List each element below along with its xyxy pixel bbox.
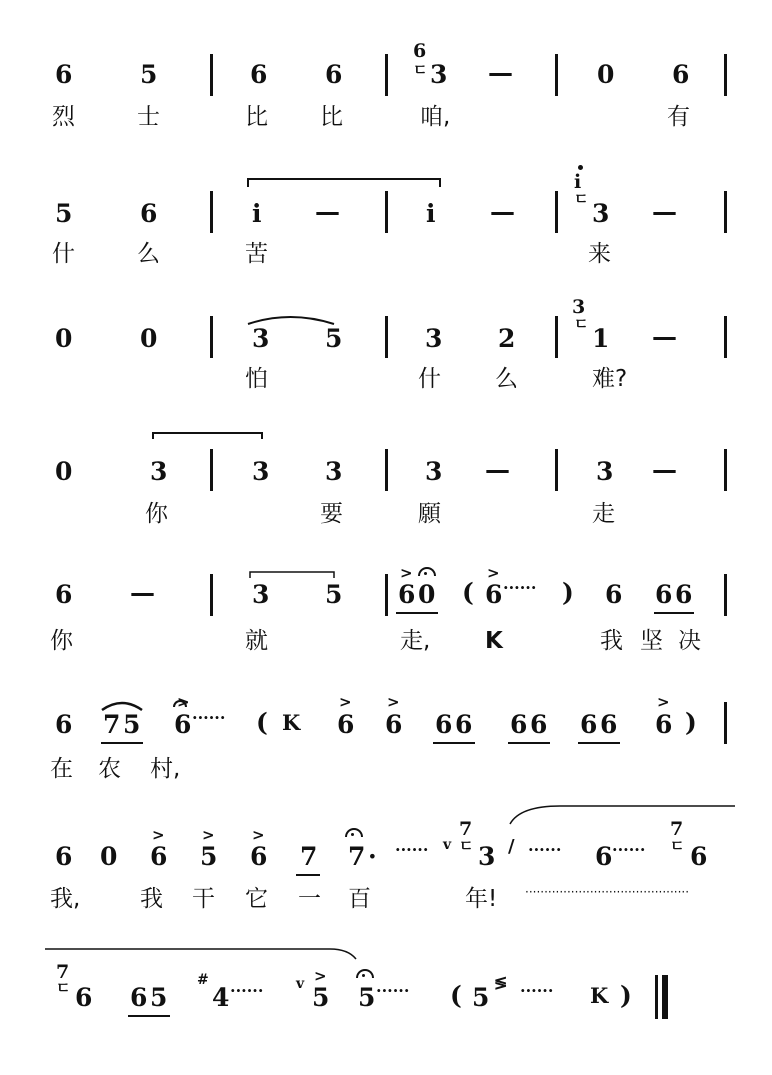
- note: 6: [55, 842, 73, 871]
- lyric: 烈: [52, 104, 75, 130]
- dash: —: [130, 578, 155, 607]
- underline-beam: [296, 874, 320, 876]
- note: 6: [690, 842, 708, 871]
- grace-mark: ㄷ: [574, 190, 589, 208]
- ellipsis: ······: [503, 578, 537, 597]
- note: 6: [655, 580, 673, 609]
- lyric: 坚: [640, 628, 663, 654]
- grace-note: 7: [670, 818, 684, 840]
- note: 7: [300, 842, 318, 871]
- lyric: 願: [418, 501, 441, 527]
- note: 6: [595, 842, 613, 871]
- note: 6: [130, 983, 148, 1012]
- underline-beam: [508, 742, 550, 744]
- note: 6: [150, 842, 168, 871]
- note: 6: [605, 580, 623, 609]
- ellipsis: ······: [528, 840, 562, 859]
- final-barline-thick: [662, 975, 668, 1019]
- note: 6: [250, 60, 268, 89]
- lyric: 比: [320, 104, 343, 130]
- lyric: 来: [588, 241, 611, 267]
- barline: [724, 702, 727, 744]
- note: 5: [472, 983, 490, 1012]
- note: 3: [252, 324, 270, 353]
- lyric: K: [485, 628, 503, 654]
- breath-mark: v: [443, 837, 452, 853]
- music-row-5: [0, 550, 772, 660]
- accent-mark: >: [387, 693, 400, 711]
- slash: /: [508, 836, 515, 857]
- note: 5: [55, 199, 73, 228]
- lyric: 走,: [400, 628, 431, 654]
- note: i: [252, 199, 262, 228]
- note: 6: [600, 710, 618, 739]
- barline: [210, 449, 213, 491]
- fermata-dot: [362, 974, 365, 977]
- note: 6: [580, 710, 598, 739]
- lyric: 农: [98, 756, 121, 782]
- tie-slur: [0, 800, 772, 840]
- note: 1: [592, 324, 610, 353]
- underline-beam: [654, 612, 694, 614]
- note: 6: [250, 842, 268, 871]
- note: 0: [597, 60, 615, 89]
- lyric: 它: [245, 886, 268, 912]
- paren: ): [562, 578, 574, 607]
- barline: [385, 449, 388, 491]
- note: 6: [398, 580, 416, 609]
- note: 3: [325, 457, 343, 486]
- barline: [210, 316, 213, 358]
- ellipsis: ······: [395, 840, 429, 859]
- note: 6: [174, 710, 192, 739]
- dash: —: [652, 455, 677, 484]
- note: 5: [200, 842, 218, 871]
- note: 3: [430, 60, 448, 89]
- final-barline-thin: [655, 975, 658, 1019]
- note: 5: [150, 983, 168, 1012]
- note: 5: [325, 580, 343, 609]
- note: 6: [55, 60, 73, 89]
- grace-note: 3: [572, 296, 586, 318]
- note: 6: [385, 710, 403, 739]
- fermata-dot: [424, 572, 427, 575]
- grace-mark: ㄷ: [56, 979, 71, 997]
- dash: —: [488, 58, 513, 87]
- lyric: 么: [137, 241, 160, 267]
- music-row-8: [0, 935, 772, 1045]
- note: 0: [100, 842, 118, 871]
- barline: [210, 574, 213, 616]
- accent-mark: >: [202, 826, 215, 844]
- barline: [724, 449, 727, 491]
- note: 3: [425, 324, 443, 353]
- grace-mark: ㄷ: [413, 61, 428, 79]
- accent-mark: >: [252, 826, 265, 844]
- barline: [385, 316, 388, 358]
- lyric: 要: [320, 501, 343, 527]
- note: 3: [478, 842, 496, 871]
- lyric: 年!: [465, 886, 498, 912]
- music-row-4: [0, 415, 772, 525]
- note: 5: [312, 983, 330, 1012]
- music-row-1: [0, 40, 772, 150]
- lyric: 我,: [50, 886, 81, 912]
- barline: [210, 54, 213, 96]
- note: K: [590, 983, 609, 1008]
- accent-mark: >: [657, 693, 670, 711]
- note: 5: [123, 710, 141, 739]
- ellipsis: ······: [230, 981, 264, 1000]
- music-row-6: [0, 680, 772, 790]
- note: 0: [55, 324, 73, 353]
- note: 0: [55, 457, 73, 486]
- lyric: 你: [145, 501, 168, 527]
- grace-note: i: [574, 171, 582, 193]
- note: 5: [325, 324, 343, 353]
- grace-mark: ㄷ: [459, 837, 474, 855]
- note: i: [426, 199, 436, 228]
- note: 6: [55, 580, 73, 609]
- music-row-3: [0, 290, 772, 400]
- underline-beam: [101, 742, 143, 744]
- lyric: 在: [50, 756, 73, 782]
- ellipsis: ······: [612, 840, 646, 859]
- barline: [555, 191, 558, 233]
- lyric: 苦: [245, 241, 268, 267]
- grace-note: 7: [459, 818, 473, 840]
- paren: ): [620, 981, 632, 1010]
- paren: (: [450, 981, 462, 1010]
- note: 2: [498, 324, 516, 353]
- note: 3: [252, 580, 270, 609]
- barline: [210, 191, 213, 233]
- accent-mark: >: [314, 967, 327, 985]
- barline: [385, 54, 388, 96]
- note: 6: [55, 710, 73, 739]
- note: 6: [337, 710, 355, 739]
- sharp: #: [197, 972, 209, 988]
- trill-mark: ≶: [494, 973, 508, 992]
- note: 6: [435, 710, 453, 739]
- lyric: 就: [245, 628, 268, 654]
- note: 3: [425, 457, 443, 486]
- note: 3: [592, 199, 610, 228]
- underline-beam: [396, 612, 438, 614]
- accent-mark: >: [339, 693, 352, 711]
- underline-beam: [578, 742, 620, 744]
- lyric: 咱,: [420, 104, 451, 130]
- lyric: 士: [137, 104, 160, 130]
- note: 6: [530, 710, 548, 739]
- ellipsis: ······: [376, 981, 410, 1000]
- note: 7: [103, 710, 121, 739]
- dot: ·: [368, 842, 377, 871]
- note: 6: [325, 60, 343, 89]
- lyric: 什: [418, 366, 441, 392]
- note: 3: [252, 457, 270, 486]
- lyric: 我: [600, 628, 623, 654]
- paren: (: [462, 578, 474, 607]
- barline: [724, 574, 727, 616]
- note: 6: [485, 580, 503, 609]
- lyric-continuation: ···········································: [525, 885, 690, 899]
- note: K: [282, 710, 301, 735]
- ellipsis: ······: [192, 708, 226, 727]
- paren: (: [256, 708, 268, 737]
- paren: ): [685, 708, 697, 737]
- grace-mark: ㄷ: [574, 315, 589, 333]
- dash: —: [490, 197, 515, 226]
- note: 5: [358, 983, 376, 1012]
- music-row-2: [0, 165, 772, 275]
- dash: —: [485, 455, 510, 484]
- lyric: 一: [298, 886, 321, 912]
- lyric: 我: [140, 886, 163, 912]
- note: 3: [150, 457, 168, 486]
- lyric: 有: [667, 104, 690, 130]
- grace-mark: ㄷ: [670, 837, 685, 855]
- note: 5: [140, 60, 158, 89]
- note: 7: [348, 842, 366, 871]
- note: 6: [672, 60, 690, 89]
- fermata-dot: [351, 833, 354, 836]
- lyric: 村,: [150, 756, 181, 782]
- grace-note: 7: [56, 961, 70, 983]
- accent-mark: >: [487, 564, 500, 582]
- barline: [555, 449, 558, 491]
- barline: [555, 54, 558, 96]
- note: 4: [212, 983, 230, 1012]
- accent-mark: >: [400, 564, 413, 582]
- lyric: 走: [592, 501, 615, 527]
- lyric: 难?: [592, 366, 628, 392]
- note: 6: [140, 199, 158, 228]
- dash: —: [652, 197, 677, 226]
- lyric: 么: [495, 366, 518, 392]
- ellipsis: ······: [520, 981, 554, 1000]
- music-row-7: [0, 800, 772, 910]
- tie-slur: [0, 935, 772, 975]
- accent-mark: >: [177, 693, 190, 711]
- breath-mark: v: [296, 976, 305, 992]
- barline: [555, 316, 558, 358]
- lyric: 百: [348, 886, 371, 912]
- barline: [724, 54, 727, 96]
- note: 6: [75, 983, 93, 1012]
- lyric: 怕: [245, 366, 268, 392]
- lyric: 你: [50, 628, 73, 654]
- accent-mark: >: [152, 826, 165, 844]
- note: 6: [675, 580, 693, 609]
- lyric: 干: [192, 886, 215, 912]
- note: 3: [596, 457, 614, 486]
- barline: [724, 316, 727, 358]
- note: 0: [140, 324, 158, 353]
- underline-beam: [433, 742, 475, 744]
- note: 6: [510, 710, 528, 739]
- barline: [385, 191, 388, 233]
- lyric: 比: [245, 104, 268, 130]
- barline: [385, 574, 388, 616]
- lyric: 决: [678, 628, 701, 654]
- dash: —: [652, 322, 677, 351]
- note: 0: [418, 580, 436, 609]
- dash: —: [315, 197, 340, 226]
- grace-note: 6: [413, 40, 427, 62]
- note: 6: [455, 710, 473, 739]
- barline: [724, 191, 727, 233]
- note: 6: [655, 710, 673, 739]
- lyric: 什: [52, 241, 75, 267]
- high-octave-dot: [578, 165, 583, 170]
- fermata-icon: [173, 700, 187, 707]
- underline-beam: [128, 1015, 170, 1017]
